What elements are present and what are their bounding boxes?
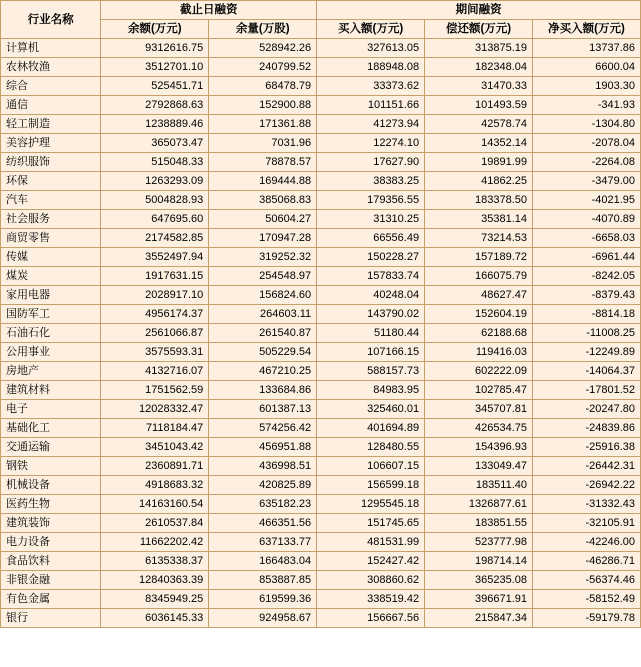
cell-industry-name: 电力设备 (1, 533, 101, 552)
cell-balance-volume: 240799.52 (209, 58, 317, 77)
cell-buy-amount: 17627.90 (317, 153, 425, 172)
cell-net-buy-amount: -42246.00 (533, 533, 641, 552)
cell-industry-name: 国防军工 (1, 305, 101, 324)
cell-balance-amount: 12840363.39 (101, 571, 209, 590)
cell-buy-amount: 308860.62 (317, 571, 425, 590)
cell-net-buy-amount: -6658.03 (533, 229, 641, 248)
cell-repay-amount: 345707.81 (425, 400, 533, 419)
header-group-period-financing: 期间融资 (317, 1, 641, 20)
cell-repay-amount: 313875.19 (425, 39, 533, 58)
cell-balance-volume: 68478.79 (209, 77, 317, 96)
cell-balance-amount: 1263293.09 (101, 172, 209, 191)
table-row (1, 457, 641, 476)
cell-industry-name: 轻工制造 (1, 115, 101, 134)
cell-balance-volume: 505229.54 (209, 343, 317, 362)
cell-balance-amount: 4918683.32 (101, 476, 209, 495)
cell-balance-amount: 2360891.71 (101, 457, 209, 476)
cell-balance-volume: 619599.36 (209, 590, 317, 609)
cell-balance-amount: 2610537.84 (101, 514, 209, 533)
cell-industry-name: 食品饮料 (1, 552, 101, 571)
cell-buy-amount: 107166.15 (317, 343, 425, 362)
cell-repay-amount: 14352.14 (425, 134, 533, 153)
cell-industry-name: 汽车 (1, 191, 101, 210)
cell-repay-amount: 198714.14 (425, 552, 533, 571)
cell-repay-amount: 73214.53 (425, 229, 533, 248)
cell-net-buy-amount: -46286.71 (533, 552, 641, 571)
header-row-group (1, 1, 641, 20)
cell-balance-amount: 515048.33 (101, 153, 209, 172)
cell-balance-volume: 601387.13 (209, 400, 317, 419)
cell-balance-amount: 4956174.37 (101, 305, 209, 324)
cell-industry-name: 基础化工 (1, 419, 101, 438)
cell-repay-amount: 157189.72 (425, 248, 533, 267)
cell-repay-amount: 48627.47 (425, 286, 533, 305)
cell-net-buy-amount: -17801.52 (533, 381, 641, 400)
cell-industry-name: 银行 (1, 609, 101, 628)
cell-balance-amount: 2174582.85 (101, 229, 209, 248)
cell-balance-amount: 14163160.54 (101, 495, 209, 514)
header-balance-volume: 余量(万股) (209, 20, 317, 39)
cell-balance-amount: 3552497.94 (101, 248, 209, 267)
cell-industry-name: 石油石化 (1, 324, 101, 343)
cell-repay-amount: 396671.91 (425, 590, 533, 609)
table-row (1, 381, 641, 400)
cell-buy-amount: 327613.05 (317, 39, 425, 58)
cell-industry-name: 计算机 (1, 39, 101, 58)
cell-buy-amount: 33373.62 (317, 77, 425, 96)
cell-repay-amount: 152604.19 (425, 305, 533, 324)
cell-repay-amount: 19891.99 (425, 153, 533, 172)
cell-balance-amount: 11662202.42 (101, 533, 209, 552)
cell-buy-amount: 156599.18 (317, 476, 425, 495)
cell-net-buy-amount: -4070.89 (533, 210, 641, 229)
cell-balance-amount: 8345949.25 (101, 590, 209, 609)
cell-repay-amount: 42578.74 (425, 115, 533, 134)
cell-net-buy-amount: -8242.05 (533, 267, 641, 286)
cell-net-buy-amount: 13737.86 (533, 39, 641, 58)
cell-industry-name: 美容护理 (1, 134, 101, 153)
cell-balance-volume: 133684.86 (209, 381, 317, 400)
cell-industry-name: 环保 (1, 172, 101, 191)
header-group-closing-financing: 截止日融资 (101, 1, 317, 20)
cell-buy-amount: 143790.02 (317, 305, 425, 324)
cell-repay-amount: 365235.08 (425, 571, 533, 590)
cell-balance-amount: 12028332.47 (101, 400, 209, 419)
cell-buy-amount: 31310.25 (317, 210, 425, 229)
cell-repay-amount: 101493.59 (425, 96, 533, 115)
cell-repay-amount: 102785.47 (425, 381, 533, 400)
cell-buy-amount: 588157.73 (317, 362, 425, 381)
table-row (1, 267, 641, 286)
cell-balance-volume: 385068.83 (209, 191, 317, 210)
cell-industry-name: 钢铁 (1, 457, 101, 476)
cell-buy-amount: 66556.49 (317, 229, 425, 248)
cell-net-buy-amount: -8814.18 (533, 305, 641, 324)
cell-balance-volume: 635182.23 (209, 495, 317, 514)
cell-repay-amount: 31470.33 (425, 77, 533, 96)
table-row (1, 115, 641, 134)
cell-buy-amount: 38383.25 (317, 172, 425, 191)
cell-buy-amount: 179356.55 (317, 191, 425, 210)
cell-balance-volume: 156824.60 (209, 286, 317, 305)
cell-buy-amount: 325460.01 (317, 400, 425, 419)
cell-repay-amount: 183511.40 (425, 476, 533, 495)
cell-repay-amount: 183851.55 (425, 514, 533, 533)
cell-repay-amount: 133049.47 (425, 457, 533, 476)
table-row (1, 495, 641, 514)
table-row (1, 533, 641, 552)
cell-balance-amount: 2028917.10 (101, 286, 209, 305)
table-row (1, 571, 641, 590)
cell-balance-volume: 456951.88 (209, 438, 317, 457)
table-row (1, 609, 641, 628)
cell-buy-amount: 51180.44 (317, 324, 425, 343)
cell-industry-name: 农林牧渔 (1, 58, 101, 77)
table-row (1, 153, 641, 172)
cell-balance-volume: 50604.27 (209, 210, 317, 229)
cell-industry-name: 煤炭 (1, 267, 101, 286)
header-industry-name: 行业名称 (1, 1, 101, 39)
table-row (1, 552, 641, 571)
header-buy-amount: 买入额(万元) (317, 20, 425, 39)
cell-balance-volume: 420825.89 (209, 476, 317, 495)
cell-net-buy-amount: -1304.80 (533, 115, 641, 134)
cell-balance-volume: 319252.32 (209, 248, 317, 267)
cell-repay-amount: 41862.25 (425, 172, 533, 191)
cell-industry-name: 电子 (1, 400, 101, 419)
cell-industry-name: 房地产 (1, 362, 101, 381)
cell-balance-amount: 525451.71 (101, 77, 209, 96)
cell-net-buy-amount: -20247.80 (533, 400, 641, 419)
cell-industry-name: 家用电器 (1, 286, 101, 305)
cell-repay-amount: 602222.09 (425, 362, 533, 381)
cell-net-buy-amount: -59179.78 (533, 609, 641, 628)
cell-balance-amount: 9312616.75 (101, 39, 209, 58)
cell-balance-volume: 467210.25 (209, 362, 317, 381)
cell-net-buy-amount: -24839.86 (533, 419, 641, 438)
cell-buy-amount: 157833.74 (317, 267, 425, 286)
cell-repay-amount: 182348.04 (425, 58, 533, 77)
table-row (1, 248, 641, 267)
cell-balance-amount: 3451043.42 (101, 438, 209, 457)
header-net-buy-amount: 净买入额(万元) (533, 20, 641, 39)
table-row (1, 419, 641, 438)
cell-net-buy-amount: -26942.22 (533, 476, 641, 495)
cell-net-buy-amount: -32105.91 (533, 514, 641, 533)
cell-repay-amount: 523777.98 (425, 533, 533, 552)
cell-balance-amount: 647695.60 (101, 210, 209, 229)
table-row (1, 96, 641, 115)
cell-buy-amount: 338519.42 (317, 590, 425, 609)
cell-net-buy-amount: -341.93 (533, 96, 641, 115)
table-row (1, 77, 641, 96)
table-row (1, 514, 641, 533)
cell-balance-amount: 3512701.10 (101, 58, 209, 77)
cell-repay-amount: 1326877.61 (425, 495, 533, 514)
cell-net-buy-amount: -25916.38 (533, 438, 641, 457)
cell-net-buy-amount: -2078.04 (533, 134, 641, 153)
cell-buy-amount: 12274.10 (317, 134, 425, 153)
cell-net-buy-amount: -2264.08 (533, 153, 641, 172)
cell-balance-volume: 466351.56 (209, 514, 317, 533)
cell-balance-volume: 78878.57 (209, 153, 317, 172)
cell-balance-volume: 254548.97 (209, 267, 317, 286)
cell-buy-amount: 401694.89 (317, 419, 425, 438)
cell-industry-name: 医药生物 (1, 495, 101, 514)
cell-repay-amount: 183378.50 (425, 191, 533, 210)
cell-buy-amount: 40248.04 (317, 286, 425, 305)
cell-industry-name: 传媒 (1, 248, 101, 267)
cell-repay-amount: 426534.75 (425, 419, 533, 438)
header-balance-amount: 余额(万元) (101, 20, 209, 39)
cell-balance-volume: 574256.42 (209, 419, 317, 438)
cell-balance-volume: 7031.96 (209, 134, 317, 153)
cell-repay-amount: 35381.14 (425, 210, 533, 229)
cell-balance-amount: 5004828.93 (101, 191, 209, 210)
cell-net-buy-amount: -8379.43 (533, 286, 641, 305)
cell-balance-amount: 1751562.59 (101, 381, 209, 400)
cell-balance-volume: 170947.28 (209, 229, 317, 248)
cell-balance-volume: 169444.88 (209, 172, 317, 191)
table-row (1, 590, 641, 609)
cell-buy-amount: 41273.94 (317, 115, 425, 134)
cell-repay-amount: 154396.93 (425, 438, 533, 457)
cell-industry-name: 通信 (1, 96, 101, 115)
cell-repay-amount: 119416.03 (425, 343, 533, 362)
cell-industry-name: 交通运输 (1, 438, 101, 457)
cell-industry-name: 综合 (1, 77, 101, 96)
header-repay-amount: 偿还额(万元) (425, 20, 533, 39)
cell-net-buy-amount: -12249.89 (533, 343, 641, 362)
cell-buy-amount: 188948.08 (317, 58, 425, 77)
cell-repay-amount: 215847.34 (425, 609, 533, 628)
cell-buy-amount: 150228.27 (317, 248, 425, 267)
table-row (1, 362, 641, 381)
cell-industry-name: 有色金属 (1, 590, 101, 609)
cell-net-buy-amount: -56374.46 (533, 571, 641, 590)
cell-net-buy-amount: -11008.25 (533, 324, 641, 343)
cell-buy-amount: 84983.95 (317, 381, 425, 400)
cell-balance-volume: 924958.67 (209, 609, 317, 628)
cell-balance-amount: 3575593.31 (101, 343, 209, 362)
cell-buy-amount: 106607.15 (317, 457, 425, 476)
cell-balance-volume: 261540.87 (209, 324, 317, 343)
table-row (1, 400, 641, 419)
cell-balance-amount: 4132716.07 (101, 362, 209, 381)
cell-balance-volume: 637133.77 (209, 533, 317, 552)
cell-balance-volume: 436998.51 (209, 457, 317, 476)
cell-industry-name: 公用事业 (1, 343, 101, 362)
table-row (1, 172, 641, 191)
table-row (1, 210, 641, 229)
cell-balance-amount: 6036145.33 (101, 609, 209, 628)
cell-net-buy-amount: -26442.31 (533, 457, 641, 476)
cell-balance-volume: 166483.04 (209, 552, 317, 571)
cell-balance-volume: 264603.11 (209, 305, 317, 324)
cell-balance-amount: 2792868.63 (101, 96, 209, 115)
table-row (1, 305, 641, 324)
cell-balance-volume: 171361.88 (209, 115, 317, 134)
table-row (1, 286, 641, 305)
cell-buy-amount: 128480.55 (317, 438, 425, 457)
cell-buy-amount: 151745.65 (317, 514, 425, 533)
cell-balance-volume: 528942.26 (209, 39, 317, 58)
cell-balance-amount: 1917631.15 (101, 267, 209, 286)
table-row (1, 39, 641, 58)
cell-buy-amount: 152427.42 (317, 552, 425, 571)
table-row (1, 229, 641, 248)
cell-industry-name: 商贸零售 (1, 229, 101, 248)
cell-balance-amount: 1238889.46 (101, 115, 209, 134)
cell-industry-name: 社会服务 (1, 210, 101, 229)
cell-balance-volume: 152900.88 (209, 96, 317, 115)
cell-balance-amount: 2561066.87 (101, 324, 209, 343)
table-row (1, 343, 641, 362)
cell-net-buy-amount: 6600.04 (533, 58, 641, 77)
cell-net-buy-amount: -6961.44 (533, 248, 641, 267)
table-body (1, 39, 641, 628)
cell-net-buy-amount: -3479.00 (533, 172, 641, 191)
cell-balance-amount: 7118184.47 (101, 419, 209, 438)
cell-net-buy-amount: 1903.30 (533, 77, 641, 96)
table-row (1, 191, 641, 210)
cell-repay-amount: 62188.68 (425, 324, 533, 343)
cell-buy-amount: 101151.66 (317, 96, 425, 115)
cell-buy-amount: 156667.56 (317, 609, 425, 628)
cell-balance-amount: 365073.47 (101, 134, 209, 153)
cell-repay-amount: 166075.79 (425, 267, 533, 286)
table-row (1, 58, 641, 77)
table-row (1, 438, 641, 457)
table-row (1, 134, 641, 153)
cell-net-buy-amount: -14064.37 (533, 362, 641, 381)
cell-industry-name: 建筑装饰 (1, 514, 101, 533)
cell-net-buy-amount: -58152.49 (533, 590, 641, 609)
cell-buy-amount: 1295545.18 (317, 495, 425, 514)
cell-industry-name: 非银金融 (1, 571, 101, 590)
table-row (1, 324, 641, 343)
cell-buy-amount: 481531.99 (317, 533, 425, 552)
table-row (1, 476, 641, 495)
cell-net-buy-amount: -4021.95 (533, 191, 641, 210)
cell-industry-name: 建筑材料 (1, 381, 101, 400)
cell-balance-volume: 853887.85 (209, 571, 317, 590)
table-header (1, 1, 641, 39)
cell-net-buy-amount: -31332.43 (533, 495, 641, 514)
cell-balance-amount: 6135338.37 (101, 552, 209, 571)
cell-industry-name: 机械设备 (1, 476, 101, 495)
cell-industry-name: 纺织服饰 (1, 153, 101, 172)
